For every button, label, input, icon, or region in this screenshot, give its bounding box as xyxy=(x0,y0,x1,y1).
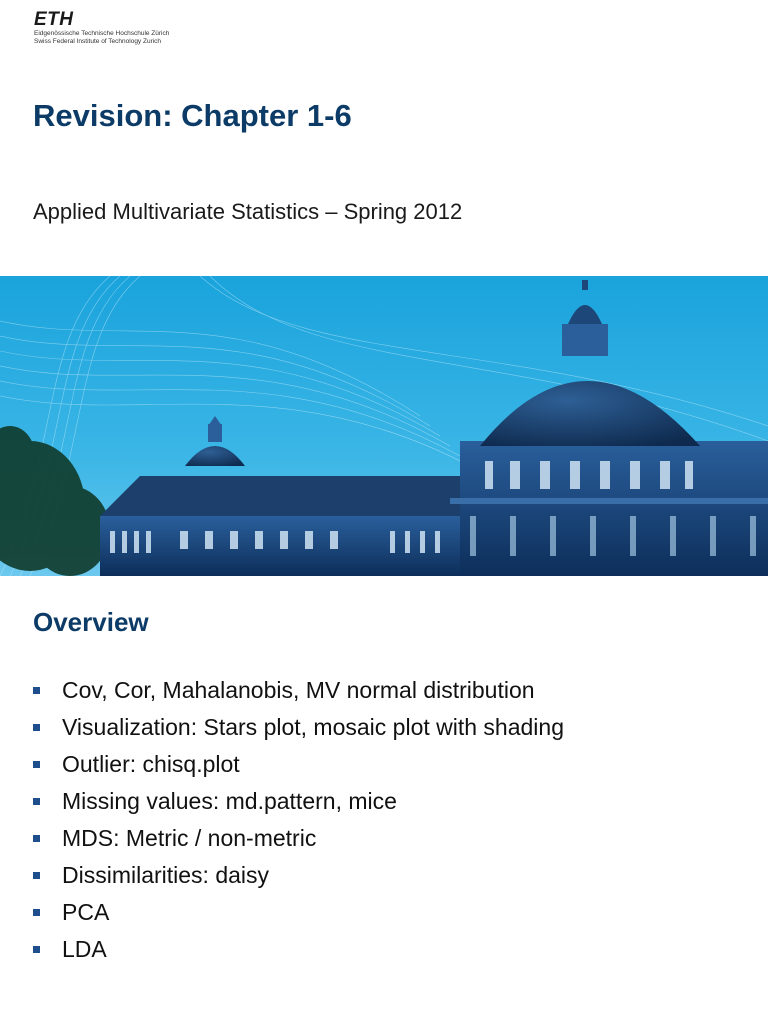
square-bullet-icon xyxy=(33,687,40,694)
list-item-text: Outlier: chisq.plot xyxy=(62,751,240,777)
logo-line-german: Eidgenössische Technische Hochschule Zürich xyxy=(34,30,170,37)
list-item-text: PCA xyxy=(62,899,110,925)
list-item-text: LDA xyxy=(62,936,107,962)
overview-heading: Overview xyxy=(33,607,149,637)
square-bullet-icon xyxy=(33,872,40,879)
slide-title: Revision: Chapter 1-6 xyxy=(33,98,352,133)
list-item-text: Cov, Cor, Mahalanobis, MV normal distribution xyxy=(62,677,535,703)
list-item xyxy=(33,857,564,894)
square-bullet-icon xyxy=(33,835,40,842)
square-bullet-icon xyxy=(33,946,40,953)
list-item-text: Missing values: md.pattern, mice xyxy=(62,788,397,814)
square-bullet-icon xyxy=(33,909,40,916)
square-bullet-icon xyxy=(33,761,40,768)
list-item xyxy=(33,931,564,968)
eth-logo xyxy=(34,10,169,46)
list-item-text: Dissimilarities: daisy xyxy=(62,862,270,888)
building-banner-image xyxy=(0,276,768,576)
list-item xyxy=(33,783,564,820)
list-item xyxy=(33,894,564,931)
list-item xyxy=(33,820,564,857)
list-item-text: MDS: Metric / non-metric xyxy=(62,825,317,851)
list-item xyxy=(33,672,564,709)
list-item xyxy=(33,709,564,746)
list-item-text: Visualization: Stars plot, mosaic plot with shading xyxy=(62,714,565,740)
square-bullet-icon xyxy=(33,798,40,805)
logo-line-english: Swiss Federal Institute of Technology Zurich xyxy=(34,38,162,45)
list-item xyxy=(33,746,564,783)
square-bullet-icon xyxy=(33,724,40,731)
overview-list xyxy=(33,672,564,968)
slide-subtitle: Applied Multivariate Statistics – Spring 2012 xyxy=(33,199,463,224)
logo-mark: ETH xyxy=(34,9,74,30)
